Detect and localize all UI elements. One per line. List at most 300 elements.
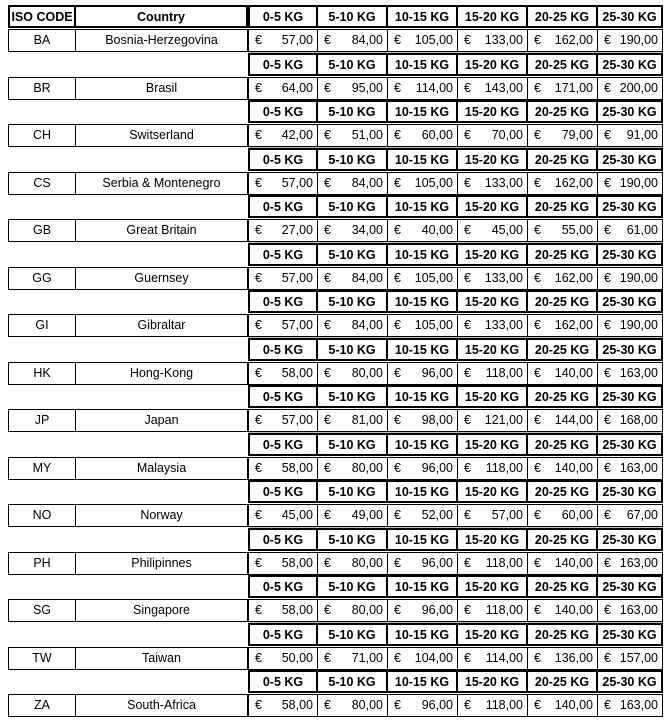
country-cell: Brasil: [75, 77, 248, 100]
price-value: 118,00: [485, 461, 523, 475]
price-value: 143,00: [484, 81, 523, 95]
currency-symbol: €: [604, 33, 611, 47]
price-value: 57,00: [281, 318, 313, 332]
currency-symbol: €: [324, 603, 331, 617]
weight-range-header: 20-25 KG: [526, 338, 598, 361]
price-value: 133,00: [484, 176, 523, 190]
weight-range-header: 20-25 KG: [526, 433, 598, 456]
weight-range-header: 10-15 KG: [386, 623, 458, 646]
table-row: [0, 504, 671, 527]
price-value: 34,00: [351, 223, 383, 237]
price-cell: [457, 314, 528, 337]
weight-range-header: 25-30 KG: [596, 100, 663, 123]
price-cell: [248, 409, 318, 432]
price-cell: [248, 552, 318, 575]
iso-code-cell: NO: [8, 504, 76, 527]
price-cell: [387, 694, 458, 717]
currency-symbol: €: [534, 128, 541, 142]
price-cell: [248, 219, 318, 242]
currency-symbol: €: [534, 603, 541, 617]
country-cell: Switserland: [75, 124, 248, 147]
currency-symbol: €: [394, 223, 401, 237]
price-value: 67,00: [626, 508, 658, 522]
price-value: 70,00: [491, 128, 523, 142]
price-cell: [527, 599, 598, 622]
currency-symbol: €: [604, 81, 611, 95]
currency-symbol: €: [255, 128, 262, 142]
range-header-row: [0, 385, 671, 408]
range-header-row: [0, 148, 671, 171]
currency-symbol: €: [394, 271, 401, 285]
weight-range-header: 5-10 KG: [316, 575, 388, 598]
price-cell: [387, 172, 458, 195]
weight-range-header: 15-20 KG: [456, 243, 528, 266]
currency-symbol: €: [464, 651, 471, 665]
range-header-row: [0, 338, 671, 361]
price-value: 60,00: [421, 128, 453, 142]
price-cell: [597, 457, 663, 480]
weight-range-header: 0-5 KG: [248, 670, 318, 693]
iso-code-cell: GG: [8, 267, 76, 290]
currency-symbol: €: [394, 603, 401, 617]
price-cell: [457, 362, 528, 385]
currency-symbol: €: [324, 81, 331, 95]
weight-range-header: 10-15 KG: [386, 53, 458, 76]
price-value: 162,00: [554, 176, 593, 190]
price-cell: [248, 694, 318, 717]
currency-symbol: €: [255, 508, 262, 522]
weight-range-header: 5-10 KG: [316, 290, 388, 313]
price-value: 190,00: [619, 271, 658, 285]
price-cell: [248, 647, 318, 670]
country-cell: Bosnia-Herzegovina: [75, 29, 248, 52]
price-value: 162,00: [554, 33, 593, 47]
weight-range-header: 10-15 KG: [386, 385, 458, 408]
weight-range-header: 15-20 KG: [456, 385, 528, 408]
table-row: [0, 647, 671, 670]
price-value: 105,00: [414, 271, 453, 285]
currency-symbol: €: [255, 413, 262, 427]
weight-range-header: 25-30 KG: [596, 148, 663, 171]
weight-range-header: 15-20 KG: [456, 5, 528, 28]
iso-code-cell: MY: [8, 457, 76, 480]
currency-symbol: €: [394, 508, 401, 522]
weight-range-header: 0-5 KG: [248, 623, 318, 646]
currency-symbol: €: [394, 413, 401, 427]
weight-range-header: 5-10 KG: [316, 480, 388, 503]
weight-range-header: 5-10 KG: [316, 148, 388, 171]
price-cell: [317, 647, 388, 670]
weight-range-header: 25-30 KG: [596, 623, 663, 646]
weight-range-header: 10-15 KG: [386, 528, 458, 551]
currency-symbol: €: [255, 81, 262, 95]
price-value: 163,00: [619, 461, 658, 475]
price-value: 40,00: [421, 223, 453, 237]
price-value: 96,00: [421, 698, 453, 712]
currency-symbol: €: [534, 81, 541, 95]
iso-code-cell: CS: [8, 172, 76, 195]
currency-symbol: €: [394, 128, 401, 142]
price-value: 163,00: [619, 603, 658, 617]
weight-range-header: 15-20 KG: [456, 480, 528, 503]
weight-range-header: 5-10 KG: [316, 243, 388, 266]
weight-range-header: 5-10 KG: [316, 53, 388, 76]
currency-symbol: €: [255, 223, 262, 237]
price-cell: [457, 29, 528, 52]
price-cell: [527, 172, 598, 195]
iso-code-cell: BR: [8, 77, 76, 100]
price-value: 80,00: [351, 366, 383, 380]
price-value: 42,00: [281, 128, 313, 142]
price-value: 171,00: [554, 81, 593, 95]
price-value: 98,00: [421, 413, 453, 427]
weight-range-header: 20-25 KG: [526, 623, 598, 646]
currency-symbol: €: [464, 698, 471, 712]
price-value: 140,00: [554, 698, 593, 712]
currency-symbol: €: [324, 223, 331, 237]
price-cell: [317, 362, 388, 385]
weight-range-header: 15-20 KG: [456, 528, 528, 551]
price-value: 80,00: [351, 603, 383, 617]
range-header-row: [0, 5, 671, 28]
currency-symbol: €: [534, 33, 541, 47]
table-row: [0, 29, 671, 52]
currency-symbol: €: [324, 128, 331, 142]
price-cell: [527, 409, 598, 432]
price-cell: [457, 172, 528, 195]
weight-range-header: 10-15 KG: [386, 148, 458, 171]
price-value: 49,00: [351, 508, 383, 522]
price-cell: [248, 267, 318, 290]
weight-range-header: 15-20 KG: [456, 195, 528, 218]
iso-code-cell: PH: [8, 552, 76, 575]
currency-symbol: €: [534, 366, 541, 380]
currency-symbol: €: [394, 81, 401, 95]
price-cell: [317, 504, 388, 527]
country-cell: Singapore: [75, 599, 248, 622]
price-cell: [387, 599, 458, 622]
price-cell: [597, 219, 663, 242]
currency-symbol: €: [324, 651, 331, 665]
price-value: 121,00: [484, 413, 523, 427]
currency-symbol: €: [324, 698, 331, 712]
weight-range-header: 25-30 KG: [596, 575, 663, 598]
currency-symbol: €: [604, 556, 611, 570]
table-row: [0, 124, 671, 147]
weight-range-header: 25-30 KG: [596, 338, 663, 361]
price-value: 45,00: [491, 223, 523, 237]
range-header-row: [0, 195, 671, 218]
currency-symbol: €: [604, 366, 611, 380]
weight-range-header: 20-25 KG: [526, 670, 598, 693]
price-cell: [457, 124, 528, 147]
price-value: 51,00: [351, 128, 383, 142]
weight-range-header: 5-10 KG: [316, 670, 388, 693]
price-value: 96,00: [421, 556, 453, 570]
range-header-row: [0, 575, 671, 598]
weight-range-header: 20-25 KG: [526, 148, 598, 171]
iso-code-cell: GI: [8, 314, 76, 337]
price-cell: [527, 647, 598, 670]
weight-range-header: 20-25 KG: [526, 243, 598, 266]
weight-range-header: 0-5 KG: [248, 100, 318, 123]
price-value: 58,00: [281, 698, 313, 712]
price-value: 140,00: [554, 603, 593, 617]
weight-range-header: 5-10 KG: [316, 338, 388, 361]
currency-symbol: €: [604, 461, 611, 475]
weight-range-header: 5-10 KG: [316, 385, 388, 408]
currency-symbol: €: [464, 556, 471, 570]
price-value: 58,00: [281, 366, 313, 380]
price-cell: [317, 219, 388, 242]
currency-symbol: €: [394, 33, 401, 47]
price-value: 52,00: [421, 508, 453, 522]
price-value: 27,00: [281, 223, 313, 237]
country-cell: Norway: [75, 504, 248, 527]
price-value: 58,00: [281, 556, 313, 570]
table-row: [0, 219, 671, 242]
range-header-row: [0, 480, 671, 503]
currency-symbol: €: [255, 176, 262, 190]
range-header-row: [0, 528, 671, 551]
price-cell: [457, 552, 528, 575]
currency-symbol: €: [324, 271, 331, 285]
price-value: 71,00: [351, 651, 383, 665]
price-cell: [317, 124, 388, 147]
table-row: [0, 694, 671, 717]
currency-symbol: €: [534, 318, 541, 332]
price-cell: [597, 504, 663, 527]
price-value: 57,00: [281, 176, 313, 190]
weight-range-header: 15-20 KG: [456, 623, 528, 646]
iso-code-cell: SG: [8, 599, 76, 622]
currency-symbol: €: [464, 33, 471, 47]
price-value: 163,00: [619, 366, 658, 380]
price-cell: [527, 552, 598, 575]
price-cell: [457, 409, 528, 432]
currency-symbol: €: [324, 461, 331, 475]
price-value: 190,00: [619, 176, 658, 190]
price-value: 105,00: [414, 176, 453, 190]
weight-range-header: 10-15 KG: [386, 195, 458, 218]
price-cell: [597, 694, 663, 717]
weight-range-header: 20-25 KG: [526, 385, 598, 408]
price-cell: [527, 29, 598, 52]
range-header-row: [0, 100, 671, 123]
price-cell: [248, 457, 318, 480]
table-row: [0, 552, 671, 575]
price-cell: [248, 172, 318, 195]
currency-symbol: €: [604, 603, 611, 617]
table-row: [0, 457, 671, 480]
weight-range-header: 25-30 KG: [596, 385, 663, 408]
weight-range-header: 5-10 KG: [316, 100, 388, 123]
weight-range-header: 10-15 KG: [386, 100, 458, 123]
price-cell: [248, 599, 318, 622]
price-cell: [317, 172, 388, 195]
price-cell: [248, 314, 318, 337]
price-value: 144,00: [554, 413, 593, 427]
price-cell: [527, 504, 598, 527]
price-cell: [248, 29, 318, 52]
weight-range-header: 0-5 KG: [248, 433, 318, 456]
weight-range-header: 25-30 KG: [596, 433, 663, 456]
price-cell: [317, 29, 388, 52]
price-cell: [527, 694, 598, 717]
currency-symbol: €: [604, 128, 611, 142]
price-cell: [387, 504, 458, 527]
currency-symbol: €: [394, 366, 401, 380]
table-row: [0, 314, 671, 337]
price-cell: [597, 599, 663, 622]
price-cell: [457, 219, 528, 242]
iso-code-cell: ZA: [8, 694, 76, 717]
price-cell: [317, 694, 388, 717]
price-value: 162,00: [554, 318, 593, 332]
price-cell: [527, 124, 598, 147]
price-cell: [597, 267, 663, 290]
weight-range-header: 20-25 KG: [526, 195, 598, 218]
weight-range-header: 10-15 KG: [386, 575, 458, 598]
price-cell: [527, 457, 598, 480]
currency-symbol: €: [324, 176, 331, 190]
weight-range-header: 15-20 KG: [456, 575, 528, 598]
price-cell: [597, 172, 663, 195]
price-cell: [248, 362, 318, 385]
iso-code-header: ISO CODE: [8, 5, 76, 28]
table-row: [0, 267, 671, 290]
weight-range-header: 10-15 KG: [386, 480, 458, 503]
weight-range-header: 10-15 KG: [386, 338, 458, 361]
price-cell: [248, 124, 318, 147]
price-value: 84,00: [351, 318, 383, 332]
currency-symbol: €: [464, 318, 471, 332]
price-value: 190,00: [619, 33, 658, 47]
price-cell: [317, 599, 388, 622]
price-cell: [317, 314, 388, 337]
weight-range-header: 25-30 KG: [596, 528, 663, 551]
price-cell: [597, 314, 663, 337]
currency-symbol: €: [255, 33, 262, 47]
price-cell: [527, 219, 598, 242]
price-cell: [597, 647, 663, 670]
weight-range-header: 25-30 KG: [596, 670, 663, 693]
weight-range-header: 0-5 KG: [248, 290, 318, 313]
iso-code-cell: CH: [8, 124, 76, 147]
currency-symbol: €: [534, 651, 541, 665]
weight-range-header: 15-20 KG: [456, 53, 528, 76]
currency-symbol: €: [255, 556, 262, 570]
currency-symbol: €: [324, 33, 331, 47]
weight-range-header: 0-5 KG: [248, 5, 318, 28]
price-value: 55,00: [561, 223, 593, 237]
price-value: 84,00: [351, 271, 383, 285]
currency-symbol: €: [534, 223, 541, 237]
price-cell: [597, 552, 663, 575]
price-value: 80,00: [351, 556, 383, 570]
price-cell: [597, 29, 663, 52]
currency-symbol: €: [255, 318, 262, 332]
weight-range-header: 5-10 KG: [316, 528, 388, 551]
weight-range-header: 15-20 KG: [456, 670, 528, 693]
price-cell: [317, 77, 388, 100]
currency-symbol: €: [324, 366, 331, 380]
currency-symbol: €: [464, 271, 471, 285]
currency-symbol: €: [464, 176, 471, 190]
range-header-row: [0, 290, 671, 313]
currency-symbol: €: [324, 318, 331, 332]
currency-symbol: €: [534, 271, 541, 285]
weight-range-header: 0-5 KG: [248, 575, 318, 598]
currency-symbol: €: [255, 461, 262, 475]
price-cell: [387, 77, 458, 100]
price-value: 84,00: [351, 33, 383, 47]
price-value: 118,00: [485, 366, 523, 380]
weight-range-header: 15-20 KG: [456, 338, 528, 361]
currency-symbol: €: [604, 698, 611, 712]
price-cell: [317, 267, 388, 290]
currency-symbol: €: [534, 508, 541, 522]
weight-range-header: 15-20 KG: [456, 290, 528, 313]
currency-symbol: €: [394, 556, 401, 570]
range-header-row: [0, 53, 671, 76]
weight-range-header: 25-30 KG: [596, 290, 663, 313]
currency-symbol: €: [324, 556, 331, 570]
price-value: 80,00: [351, 698, 383, 712]
range-header-row: [0, 670, 671, 693]
price-value: 57,00: [281, 413, 313, 427]
iso-code-cell: BA: [8, 29, 76, 52]
currency-symbol: €: [534, 176, 541, 190]
price-cell: [457, 267, 528, 290]
price-cell: [387, 457, 458, 480]
price-cell: [597, 362, 663, 385]
currency-symbol: €: [324, 413, 331, 427]
price-value: 105,00: [414, 33, 453, 47]
price-value: 81,00: [351, 413, 383, 427]
price-value: 64,00: [281, 81, 313, 95]
country-cell: Hong-Kong: [75, 362, 248, 385]
weight-range-header: 25-30 KG: [596, 243, 663, 266]
weight-range-header: 15-20 KG: [456, 100, 528, 123]
price-value: 91,00: [626, 128, 658, 142]
weight-range-header: 20-25 KG: [526, 528, 598, 551]
price-cell: [457, 599, 528, 622]
price-value: 58,00: [281, 461, 313, 475]
currency-symbol: €: [394, 698, 401, 712]
weight-range-header: 25-30 KG: [596, 480, 663, 503]
currency-symbol: €: [534, 413, 541, 427]
price-value: 140,00: [554, 556, 593, 570]
price-value: 114,00: [485, 651, 523, 665]
price-value: 133,00: [484, 318, 523, 332]
weight-range-header: 0-5 KG: [248, 338, 318, 361]
price-value: 140,00: [554, 461, 593, 475]
currency-symbol: €: [604, 223, 611, 237]
currency-symbol: €: [394, 318, 401, 332]
price-value: 118,00: [485, 603, 523, 617]
weight-range-header: 25-30 KG: [596, 195, 663, 218]
range-header-row: [0, 243, 671, 266]
weight-range-header: 10-15 KG: [386, 5, 458, 28]
country-cell: Japan: [75, 409, 248, 432]
price-value: 133,00: [484, 271, 523, 285]
weight-range-header: 25-30 KG: [596, 5, 663, 28]
currency-symbol: €: [534, 698, 541, 712]
country-cell: Gibraltar: [75, 314, 248, 337]
price-value: 61,00: [626, 223, 658, 237]
currency-symbol: €: [394, 176, 401, 190]
